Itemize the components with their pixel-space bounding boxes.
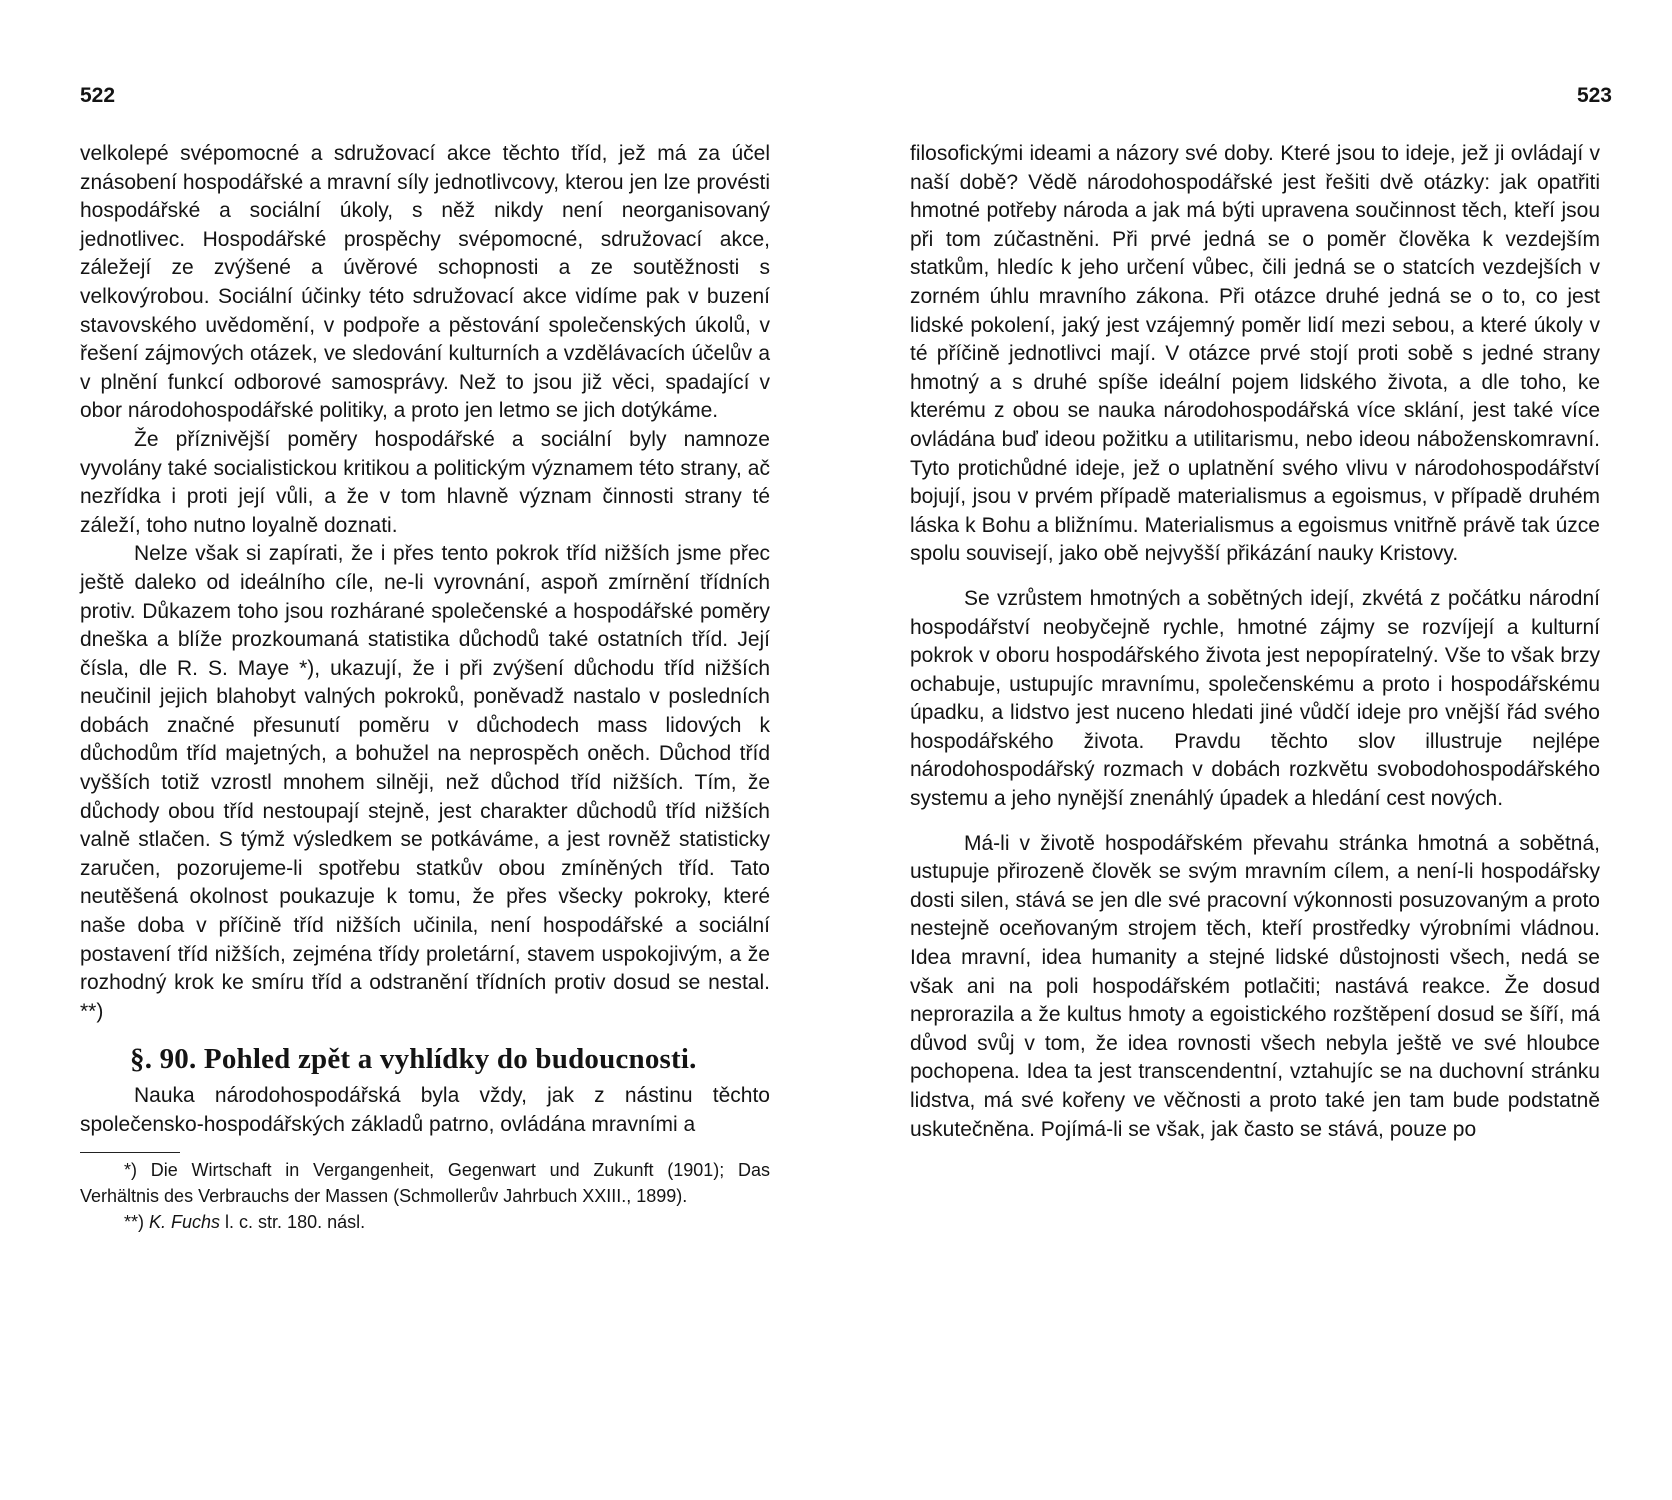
paragraph: velkolepé svépomocné a sdružovací akce těchto tříd, jež má za účel znásobení hospodářské a mravní síly jednotlivcovy, kterou jen lze provésti hospodářské a sociální úkoly, s něž nikdy není neorganisovaný jednotlivec. Hospodářské prospěchy svépomocné, sdružovací akce, záležejí ze zvýšené a úvěrové schopnosti a ze soutěžnosti s velkovýrobou. Sociální účinky této sdružovací akce vidíme pak v buzení stavovského uvědomění, v podpoře a pěstování společenských úkolů, v řešení zájmových otázek, ve sledování kulturních a vzdělávacích účelův a v plnění funkcí odborové samosprávy. Než to jsou již věci, spadající v obor národohospodářské politiky, a proto jen letmo se jich dotýkáme. <box>80 142 770 423</box>
page-number: 523 <box>1576 84 1612 107</box>
paragraph: Má-li v životě hospodářském převahu stránka hmotná a sobětná, ustupuje přirozeně člověk se svým mravním cílem, a není-li hospodářsky dosti silen, stává se jen dle své pracovní výkonnosti posuzovaným a proto nestejně oceňovaným strojem těch, kteří prostředky výrobními vládnou. Idea mravní, idea humanity a stejné lidské důstojnosti všech, nedá se však ani na poli hospodářském potlačiti; nastává reakce. Že dosud neprorazila a že kultus hmoty a egoistického rozštěpení dosud se šíří, má důvod svůj v tom, že idea rovnosti všech nebyla ještě ve své hloubce pochopena. Idea ta jest transcendentní, vztahujíc se na duchovní stránku lidstva, má své kořeny ve věčnosti a proto také jen tam bude podstatně uskutečněna. Pojímá-li se však, jak často se stává, pouze po <box>910 831 1600 1141</box>
paragraph: filosofickými ideami a názory své doby. Které jsou to ideje, jež ji ovládají v naší době? Vědě národohospodářské jest řešiti dvě otázky: jak opatřiti hmotné potřeby národa a jak má býti upravena součinnost těch, kteří jsou při tom zúčastněni. Při prvé jedná se o poměr člověka k vezdejším statkům, hledíc k jeho určení vůbec, čili jedná se o statcích vezdejších v zorném úhlu mravního zákona. Při otázce druhé jedná se o to, co jest lidské pokolení, jaký jest vzájemný poměr lidí mezi sebou, a které úkoly v té příčině jednotlivci mají. V otázce prvé stojí proti sobě s jedné strany hmotný a s druhé spíše ideální pojem lidského života, a dle toho, ke kterému z obou se nauka národohospodářská více sklání, jest také více ovládána buď ideou požitku a utilitarismu, nebo ideou náboženskomravní. Tyto protichůdné ideje, jež o uplatnění svého vlivu v národohospodářství bojují, jsou v prvém případě materialismus a egoismus, v případě druhém láska k Bohu a bližnímu. Materialismus a egoismus vnitřně právě tak úzce spolu souvisejí, jako obě nejvyšší přikázání nauky Kristovy. <box>910 142 1600 566</box>
left-page <box>0 0 800 1500</box>
page-number: 522 <box>80 84 116 107</box>
text-column <box>910 140 1600 1144</box>
paragraph: Že příznivější poměry hospodářské a sociální byly namnoze vyvolány také socialistickou kritikou a politickým významem této strany, ač nezřídka i proti její vůli, a že v tom hlavně význam činnosti strany té záleží, toho nutno loyalně doznati. <box>80 427 770 537</box>
section-heading: §. 90. Pohled zpět a vyhlídky do budoucnosti. <box>130 1043 697 1076</box>
footnote <box>80 1209 770 1235</box>
footnote: *) Die Wirtschaft in Vergangenheit, Gegenwart und Zukunft (1901); Das Verhältnis des Verbrauchs der Massen (Schmollerův Jahrbuch XXIII., 1899). <box>80 1159 770 1206</box>
footnote-reference: l. c. str. 180. násl. <box>220 1211 366 1232</box>
paragraph: Nauka národohospodářská byla vždy, jak z nástinu těchto společensko-hospodářských základů patrno, ovládána mravními a <box>80 1084 770 1136</box>
footnote-marker: **) <box>124 1211 150 1232</box>
text-column <box>80 140 770 1235</box>
right-page <box>836 0 1672 1500</box>
footnote-author: K. Fuchs <box>149 1211 221 1232</box>
paragraph: Nelze však si zapírati, že i přes tento pokrok tříd nižších jsme přec ještě daleko od ideálního cíle, ne-li vyrovnání, aspoň zmírnění třídních protiv. Důkazem toho jsou rozhárané společenské a hospodářské poměry dneška a blíže prozkoumaná statistika důchodů také ostatních tříd. Její čísla, dle R. S. Maye *), ukazují, že i při zvýšení důchodu tříd nižších neučinil jejich blahobyt valných pokroků, poněvadž nastalo v posledních dobách značné přesunutí poměru v důchodech mass lidových k důchodům tříd majetných, a bohužel na neprospěch oněch. Důchod tříd vyšších totiž vzrostl mnohem silněji, než důchod tříd nižších. Tím, že důchody obou tříd nestoupají stejně, jest charakter důchodů tříd nižších valně stlačen. S týmž výsledkem se potkáváme, a jest rovněž statisticky zaručen, pozorujeme-li spotřebu statkův obou zmíněných tříd. Tato neutěšená okolnost poukazuje k tomu, že přes všecky pokroky, které naše doba v příčině tříd nižších učinila, není hospodářské a sociální postavení tříd nižších, zejména třídy proletární, stavem uspokojivým, a že rozhodný krok ke smíru tříd a odstranění třídních protiv dosud se nestal. **) <box>80 542 770 1023</box>
footnote-divider <box>80 1152 180 1153</box>
paragraph: Se vzrůstem hmotných a sobětných idejí, zkvétá z počátku národní hospodářství neobyčejně rychle, hmotné zájmy se rozvíjejí a kulturní pokrok v oboru hospodářského života jest nepopíratelný. Vše to však brzy ochabuje, ustupujíc mravnímu, společenskému a proto i hospodářskému úpadku, a lidstvo jest nuceno hledati jiné vůdčí ideje pro vnější řád svého hospodářského života. Pravdu těchto slov illustruje nejlépe národohospodářský rozmach v dobách rozkvětu svobodohospodářského systemu a jeho nynější znenáhlý úpadek a hledání cest nových. <box>910 586 1600 811</box>
footnotes <box>80 1157 770 1235</box>
